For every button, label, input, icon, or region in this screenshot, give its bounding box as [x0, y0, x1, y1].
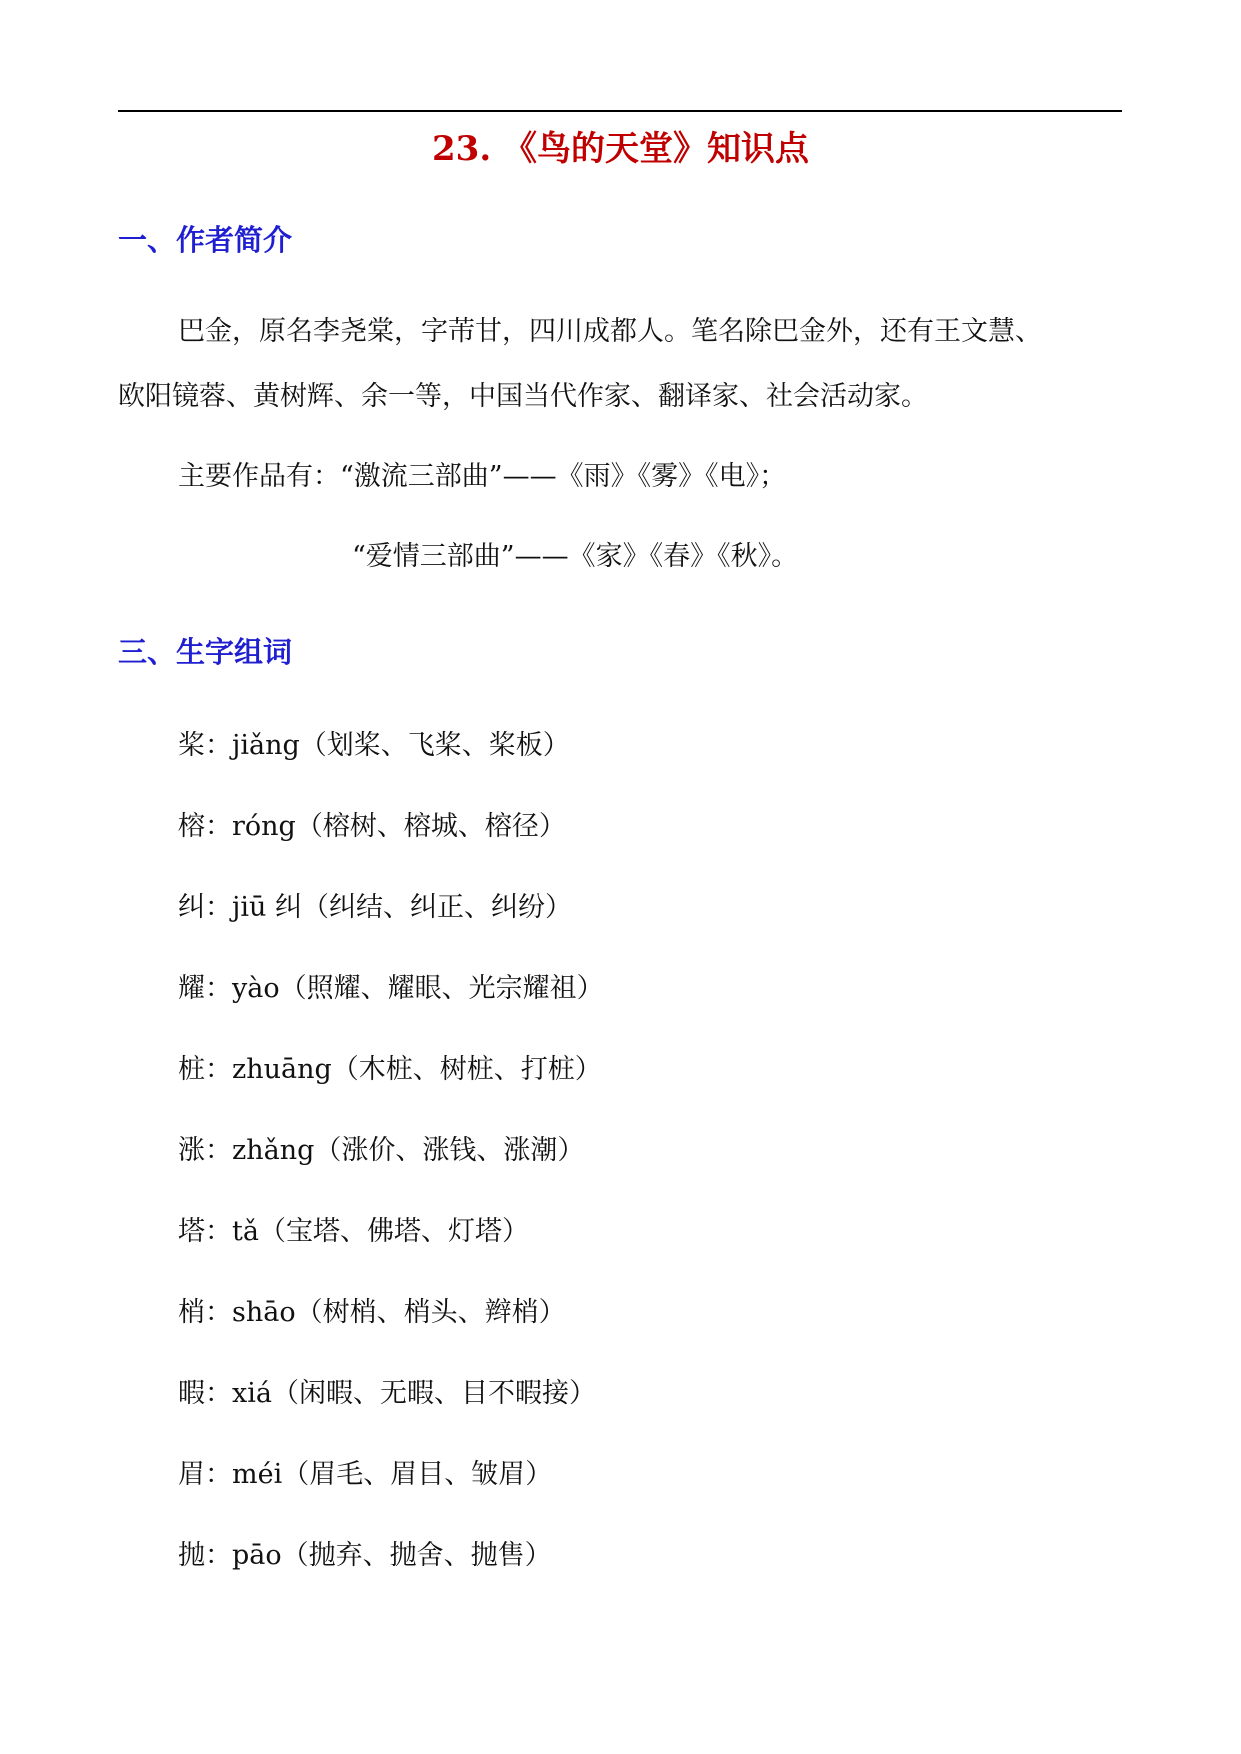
vocab-item: 抛：pāo（抛弃、抛舍、抛售）: [178, 1540, 552, 1571]
works-line-1: 主要作品有：“激流三部曲”——《雨》《雾》《电》；: [178, 461, 787, 492]
vocab-item: 塔：tǎ（宝塔、佛塔、灯塔）: [178, 1216, 529, 1247]
vocab-item: 桩：zhuāng（木桩、树桩、打桩）: [178, 1054, 602, 1085]
vocab-item: 桨：jiǎng（划桨、飞桨、桨板）: [178, 730, 570, 761]
vocab-item: 纠：jiū 纠（纠结、纠正、纠纷）: [178, 892, 572, 923]
vocab-item: 涨：zhǎng（涨价、涨钱、涨潮）: [178, 1135, 585, 1166]
vocab-item: 暇：xiá（闲暇、无暇、目不暇接）: [178, 1378, 596, 1409]
vocab-item: 榕：róng（榕树、榕城、榕径）: [178, 811, 566, 842]
vocab-item: 耀：yào（照耀、耀眼、光宗耀祖）: [178, 973, 604, 1004]
section-heading-vocab: 三、生字组词: [118, 635, 293, 669]
top-divider: [118, 110, 1122, 112]
works-line-2: “爱情三部曲”——《家》《春》《秋》。: [352, 541, 799, 572]
page-title: 23. 《鸟的天堂》知识点: [432, 129, 809, 169]
section-heading-author: 一、作者简介: [118, 223, 293, 257]
author-intro-line-1: 巴金，原名李尧棠，字芾甘，四川成都人。笔名除巴金外，还有王文慧、: [178, 316, 1042, 347]
vocab-item: 眉：méi（眉毛、眉目、皱眉）: [178, 1459, 553, 1490]
vocab-item: 梢：shāo（树梢、梢头、辫梢）: [178, 1297, 566, 1328]
author-intro-line-2: 欧阳镜蓉、黄树辉、余一等，中国当代作家、翻译家、社会活动家。: [118, 381, 928, 412]
